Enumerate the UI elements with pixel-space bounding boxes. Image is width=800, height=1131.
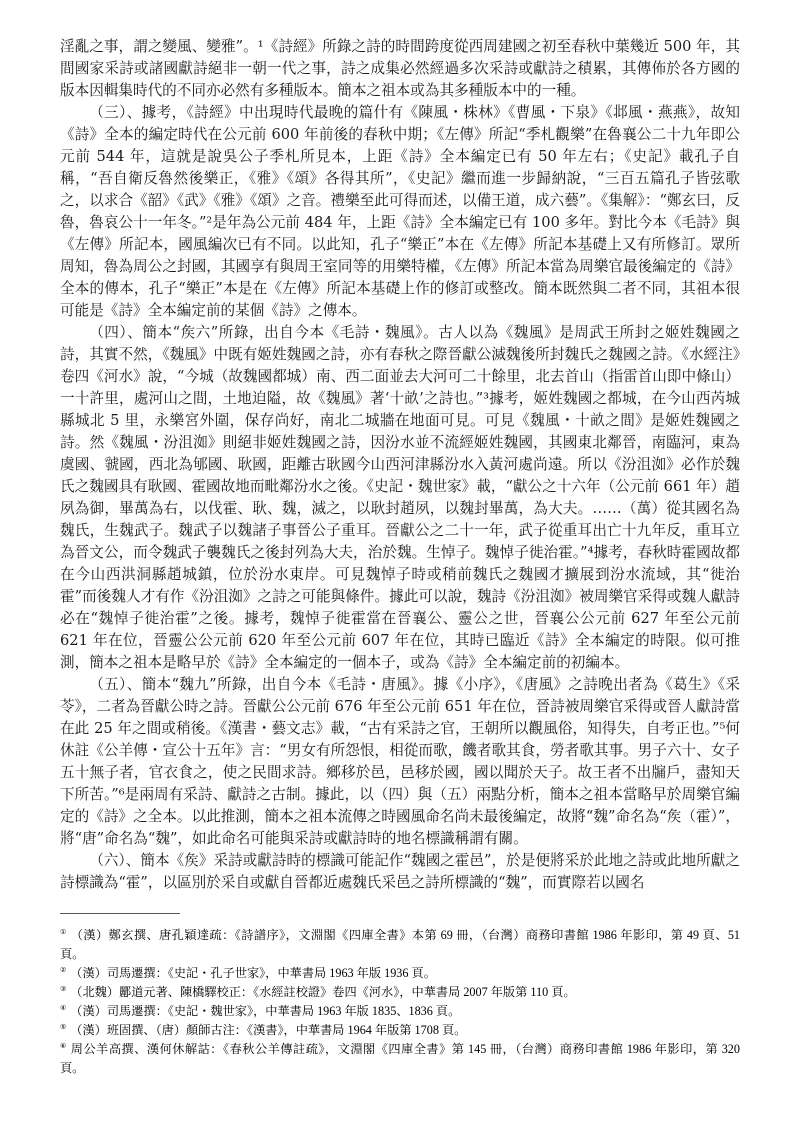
footnote-3: [60, 983, 740, 1002]
footnote-mark: ⑥: [60, 1041, 67, 1050]
footnote-4: [60, 1002, 740, 1021]
paragraph-1: 淫亂之事，謂之變風、變雅”。¹《詩經》所錄之詩的時間跨度從西周建國之初至春秋中葉幾近 500 年，其間國家采詩或諸國獻詩絕非一朝一代之事，詩之成集必然經過多次采詩或獻詩之積累，其傳佈於各方國的版本因輯集時代的不同亦必然有多種版本。簡本之祖本或為其多種版本中的一種。: [60, 38, 740, 99]
footnote-mark: ③: [60, 984, 67, 993]
paragraph-3: （四）、簡本“矦六”所錄，出自今本《毛詩・魏風》。古人以為《魏風》是周武王所封之姬姓魏國之詩，其實不然，《魏風》中既有姬姓魏國之詩，亦有春秋之際晉獻公滅魏後所封魏氏之魏國之詩。《水經注》卷四《河水》說，“今城（故魏國都城）南、西二面並去大河可二十餘里，北去首山（指雷首山即中條山）一十許里，處河山之間，土地迫隘，故《魏風》著‘十畝’之詩也。”³據考，姬姓魏國之都城，在今山西芮城縣城北 5 里，永樂宮外圍，保存尚好，南北二城牆在地面可見。可見《魏風・十畝之間》是姬姓魏國之詩。然《魏風・汾沮洳》則絕非姬姓魏國之詩，因汾水並不流經姬姓魏國，其國東北鄰晉，南臨河，東為虞國、虢國，西北為郇國、耿國，距離古耿國今山西河津縣汾水入黃河處尚遠。所以《汾沮洳》必作於魏氏之魏國具有耿國、霍國故地而毗鄰汾水之後。《史記・魏世家》載，“獻公之十六年（公元前 661 年）趙夙為御，畢萬為右，以伐霍、耿、魏，滅之，以耿封趙夙，以魏封畢萬，為大夫。……（萬）從其國名為魏氏，生魏武子。魏武子以魏諸子事晉公子重耳。晉獻公之二十一年，武子從重耳出亡十九年反，重耳立為晉文公，而令魏武子襲魏氏之後封列為大夫，治於魏。生悼子。魏悼子徙治霍。”⁴據考，春秋時霍國故都在今山西洪洞縣趙城鎮，位於汾水東岸。可見魏悼子時或稍前魏氏之魏國才擴展到汾水流域，其“徙治霍”而後魏人才有作《汾沮洳》之詩之可能與條件。據此可以說，魏詩《汾沮洳》被周樂官采得或魏人獻詩必在“魏悼子徙治霍”之後。據考，魏悼子徙霍當在晉襄公、靈公之世，晉襄公公元前 627 年至公元前 621 年在位，晉靈公公元前 620 年至公元前 607 年在位，其時已臨近《詩》全本編定的時限。似可推測，簡本之祖本是略早於《詩》全本編定的一個本子，或為《詩》全本編定前的初編本。: [60, 324, 740, 671]
footnote-text: 周公羊高撰、漢何休解詁：《春秋公羊傳註疏》，文淵閣《四庫全書》第 145 冊，（台灣）商務印書館 1986 年影印，第 320 頁。: [60, 1042, 740, 1075]
footnotes: [60, 926, 740, 1078]
footnote-text: （漢）司馬遷撰：《史記・魏世家》，中華書局 1963 年版 1835、1836 頁。: [70, 1004, 461, 1018]
footnote-mark: ⑤: [60, 1022, 67, 1031]
footnote-text: （北魏）酈道元著、陳橋驛校正：《水經註校證》卷四《河水》，中華書局 2007 年版第 110 頁。: [70, 985, 576, 999]
footnote-mark: ②: [60, 965, 67, 974]
paragraph-2: （三）、據考，《詩經》中出現時代最晚的篇什有《陳風・株林》《曹風・下泉》《邶風・燕燕》，故知《詩》全本的編定時代在公元前 600 年前後的春秋中期；《左傳》所記“季札觀樂”在魯襄公二十九年即公元前 544 年，這就是說吳公子季札所見本，上距《詩》全本編定已有 50 年左右；《史記》載孔子自稱，“吾自衛反魯然後樂正，《雅》《頌》各得其所”，《史記》繼而進一步歸納說，“三百五篇孔子皆弦歌之，以求合《韶》《武》《雅》《頌》之音。禮樂至此可得而述，以備王道，成六藝”。《集解》：“鄭玄曰，反魯，魯哀公十一年冬。”²是年為公元前 484 年，上距《詩》全本編定已有 100 多年。對比今本《毛詩》與《左傳》所記本，國風編次已有不同。以此知，孔子“樂正”本在《左傳》所記本基礎上又有所修訂。眾所周知，魯為周公之封國，其國享有與周王室同等的用樂特權，《左傳》所記本當為周樂官最後編定的《詩》全本的傳本，孔子“樂正”本是在《左傳》所記本基礎上作的修訂或整改。簡本既然與二者不同，其祖本很可能是《詩》全本編定前的某個《詩》之傳本。: [60, 104, 740, 319]
footnote-6: [60, 1040, 740, 1078]
footnote-text: （漢）鄭玄撰、唐孔穎達疏：《詩譜序》，文淵閣《四庫全書》本第 69 冊，（台灣）商務印書館 1986 年影印，第 49 頁、51 頁。: [60, 928, 741, 961]
footnote-separator: [60, 913, 180, 914]
footnote-mark: ①: [60, 927, 67, 936]
body-text: [60, 36, 740, 894]
footnote-5: [60, 1021, 740, 1040]
footnote-1: [60, 926, 740, 964]
footnote-text: （漢）司馬遷撰：《史記・孔子世家》，中華書局 1963 年版 1936 頁。: [70, 966, 436, 980]
footnote-mark: ④: [60, 1003, 67, 1012]
footnote-2: [60, 964, 740, 983]
paragraph-4: （五）、簡本“魏九”所錄，出自今本《毛詩・唐風》。據《小序》，《唐風》之詩晚出者為《葛生》《采苓》，二者為晉獻公時之詩。晉獻公公元前 676 年至公元前 651 年在位，晉詩被周樂官采得或晉人獻詩當在此 25 年之間或稍後。《漢書・藝文志》載，“古有采詩之官，王朝所以觀風俗，知得失，自考正也。”⁵何休註《公羊傳・宣公十五年》言：“男女有所怨恨，相從而歌，饑者歌其食，勞者歌其事。男子六十、女子五十無子者，官衣食之，使之民間求詩。鄉移於邑，邑移於國，國以聞於天子。故王者不出牖戶，盡知天下所苦。”⁶是兩周有采詩、獻詩之古制。據此，以（四）與（五）兩點分析，簡本之祖本當略早於周樂官編定的《詩》之全本。以此推測，簡本之祖本流傳之時國風命名尚未最後編定，故將“魏”命名為“矦（霍）”，將“唐”命名為“魏”，如此命名可能與采詩或獻詩時的地名標識稱謂有關。: [60, 676, 740, 847]
paragraph-5: （六）、簡本《矦》采詩或獻詩時的標識可能記作“魏國之霍邑”，於是便將采於此地之詩或此地所獻之詩標識為“霍”，以區別於采自或獻自晉都近處魏氏采邑之詩所標識的“魏”，而實際若以國名: [60, 852, 740, 891]
footnote-text: （漢）班固撰、（唐）顏師古注：《漢書》，中華書局 1964 年版第 1708 頁。: [70, 1023, 467, 1037]
